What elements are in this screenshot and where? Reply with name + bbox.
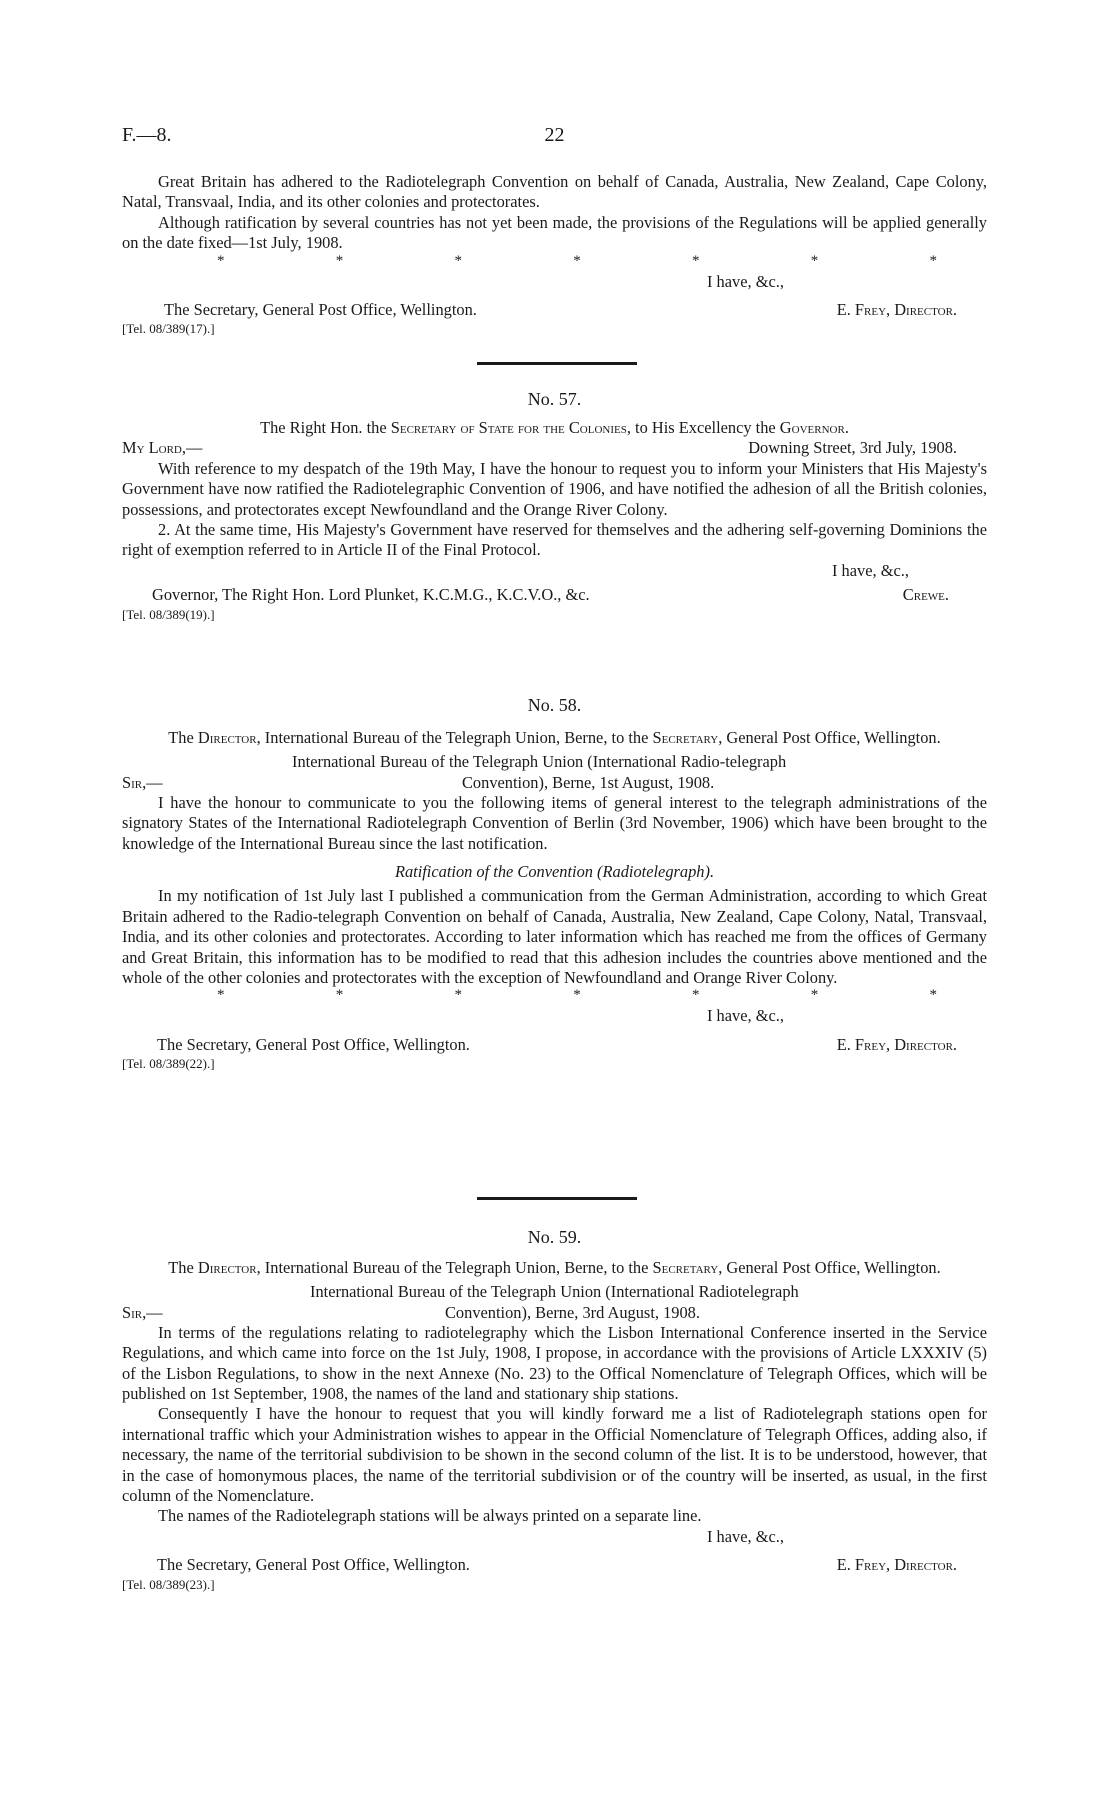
page-number: 22 — [544, 124, 565, 146]
letter-number: No. 59. — [527, 1227, 582, 1247]
paragraph: Consequently I have the honour to request that you will kindly forward me a list of Radiotelegraph stations open for international traffic which your Administration wishes to appear in the Official Nomenclature of Telegraph Offices, adding also, if necessary, the name of the territorial subdivision to be shown in the second column of the list. It is to be understood, however, that in the case of homonymous places, the name of the territorial subdivision or of the country will be inserted, as usual, in the first column of the Nomenclature. — [122, 1404, 987, 1506]
paragraph: The names of the Radiotelegraph stations will be always printed on a separate line. — [158, 1506, 702, 1526]
closing: I have, &c., — [832, 560, 909, 580]
telegram-reference: [Tel. 08/389(23).] — [122, 1576, 215, 1592]
salutation: Sir,— — [122, 772, 163, 792]
paragraph: With reference to my despatch of the 19th May, I have the honour to request you to inform your Ministers that His Majesty's Government have now ratified the Radiotelegraphic Convention of 1906, and have notified the adhesion of all the British colonies, possessions, and protectorates except Newfoundland and the Orange River Colony. — [122, 458, 987, 519]
letter-number: No. 57. — [527, 389, 582, 409]
paragraph: Although ratification by several countries has not yet been made, the provisions of the Regulations will be applied generally on the date fixed—1st July, 1908. — [122, 212, 987, 253]
omission-stars: * * * * * * * — [217, 252, 937, 269]
place-date: Convention), Berne, 3rd August, 1908. — [445, 1302, 700, 1322]
letter-no-59 — [122, 1226, 987, 1594]
signature: Crewe. — [902, 585, 949, 605]
letter-number: No. 58. — [527, 695, 582, 715]
paragraph: In my notification of 1st July last I published a communication from the German Administration, according to which Great Britain adhered to the Radio-telegraph Convention on behalf of Canada, Australia, New Zealand, Cape Colony, Natal, Transvaal, India, and its other colonies and protectorates. According to later information which has reached me from the offices of Germany and Great Britain, this information has to be modified to read that this adhesion includes the countries above mentioned and the whole of the other colonies and protectorates with the exception of Newfoundland and Orange River Colony. — [122, 886, 987, 988]
paragraph: In terms of the regulations relating to radiotelegraphy which the Lisbon International Conference inserted in the Service Regulations, and which came into force on the 1st July, 1908, I propose, in accordance with the provisions of Article LXXXIV (5) of the Lisbon Regulations, to show in the next Annexe (No. 23) to the Offical Nomenclature of Telegraph Offices, which will be published on 1st September, 1908, the names of the land and stationary ship stations. — [122, 1322, 987, 1404]
section-divider — [0, 1197, 1114, 1200]
sender-address: International Bureau of the Telegraph Union (International Radio-telegraph — [292, 752, 787, 772]
salutation: My Lord,— — [122, 438, 203, 458]
telegram-reference: [Tel. 08/389(22).] — [122, 1056, 215, 1072]
paragraph: Great Britain has adhered to the Radiotelegraph Convention on behalf of Canada, Australia, New Zealand, Cape Colony, Natal, Transvaal, India, and its other colonies and protectorates. — [122, 172, 987, 212]
paragraph: 2. At the same time, His Majesty's Government have reserved for themselves and the adhering self-governing Dominions the right of exemption referred to in Article II of the Final Protocol. — [122, 520, 987, 560]
sender-address: International Bureau of the Telegraph Union (International Radiotelegraph — [310, 1282, 799, 1302]
place-date: Convention), Berne, 1st August, 1908. — [462, 772, 715, 792]
letter-heading: The Director, International Bureau of the Telegraph Union, Berne, to the Secretary, General Post Office, Wellington. — [168, 728, 941, 747]
closing: I have, &c., — [707, 1006, 784, 1026]
telegram-reference: [Tel. 08/389(19).] — [122, 606, 215, 622]
letter-no-58 — [122, 694, 987, 1073]
place-date: Downing Street, 3rd July, 1908. — [748, 438, 957, 458]
omission-stars: * * * * * * * — [217, 987, 937, 1004]
addressee: The Secretary, General Post Office, Wellington. — [157, 1034, 470, 1054]
salutation: Sir,— — [122, 1302, 163, 1322]
document-reference: F.—8. — [122, 124, 172, 146]
subheading: Ratification of the Convention (Radiotelegraph). — [394, 862, 715, 882]
closing: I have, &c., — [707, 1526, 784, 1546]
addressee: The Secretary, General Post Office, Wellington. — [164, 300, 477, 320]
addressee: Governor, The Right Hon. Lord Plunket, K.C.M.G., K.C.V.O., &c. — [152, 585, 590, 605]
signature: E. Frey, Director. — [836, 1555, 957, 1575]
signature: E. Frey, Director. — [836, 300, 957, 320]
telegram-reference: [Tel. 08/389(17).] — [122, 321, 215, 337]
paragraph: I have the honour to communicate to you the following items of general interest to the telegraph administrations of the signatory States of the International Radiotelegraph Convention of Berlin (3rd November, 1906) which have been brought to the knowledge of the International Bureau since the last notification. — [122, 792, 987, 853]
letter-no-57 — [122, 388, 987, 624]
closing: I have, &c., — [707, 271, 784, 291]
section-divider — [0, 362, 1114, 365]
letter-heading: The Right Hon. the Secretary of State for the Colonies, to His Excellency the Governor. — [260, 418, 849, 437]
letter-heading: The Director, International Bureau of the Telegraph Union, Berne, to the Secretary, General Post Office, Wellington. — [168, 1258, 941, 1277]
letter-continuation — [122, 172, 987, 338]
signature: E. Frey, Director. — [836, 1034, 957, 1054]
addressee: The Secretary, General Post Office, Wellington. — [157, 1555, 470, 1575]
